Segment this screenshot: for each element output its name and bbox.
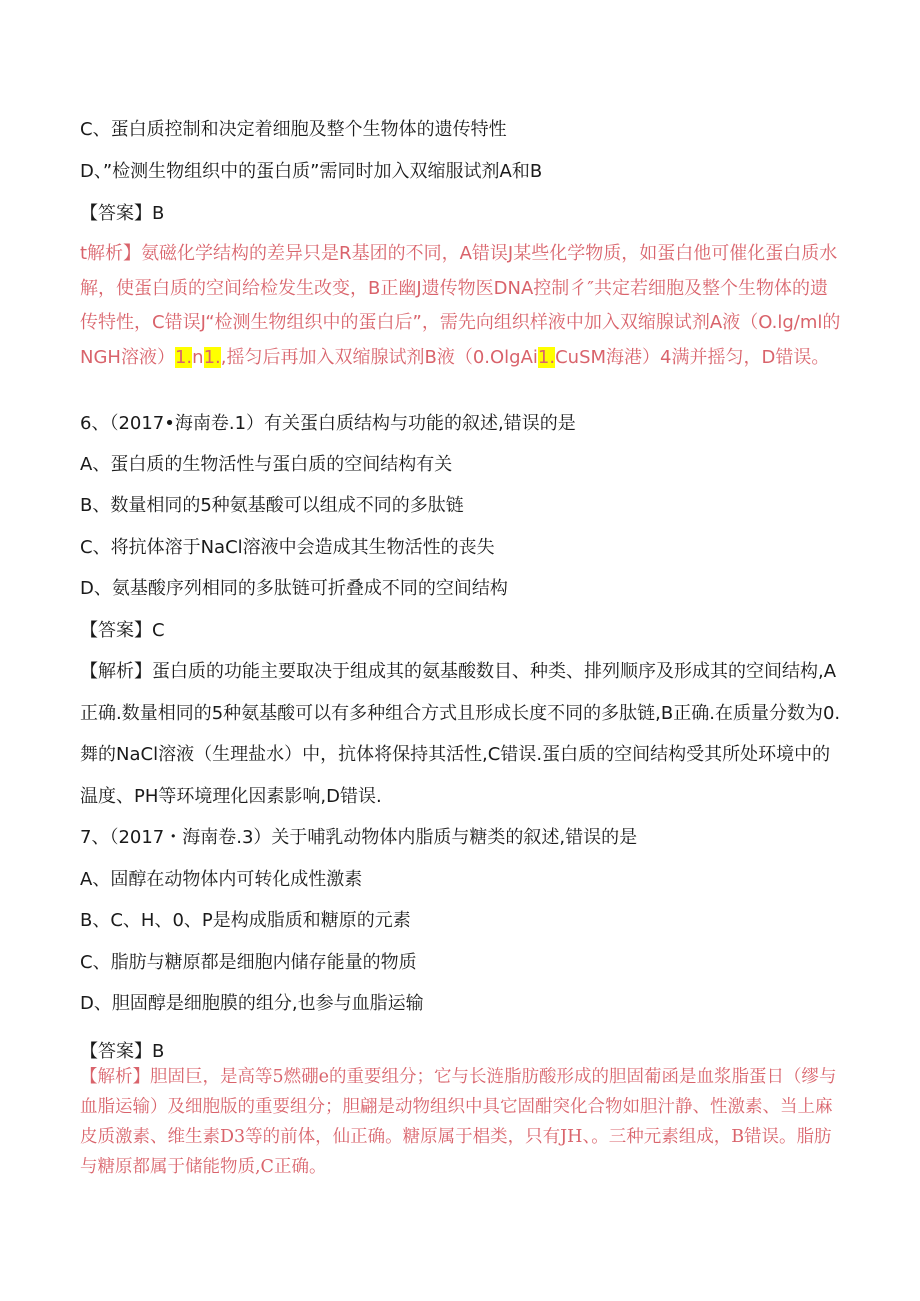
q6-analysis: 【解析】蛋白质的功能主要取决于组成其的氨基酸数目、种类、排列顺序及形成其的空间结构,A正确.数量相同的5种氨基酸可以有多种组合方式且形成长度不同的多肽链,B正确.在质量分数为0.舞的NaCl溶液（生理盐水）中，抗体将保持其活性,C错误.蛋白质的空间结构受其所处环境中的温度、PH等环境理化因素影响,D错误.	[80, 661, 841, 808]
q5-option-d: D、”检测生物组织中的蛋白质”需同时加入双缩服试剂A和B	[80, 161, 543, 182]
q6-option-a: A、蛋白质的生物活性与蛋白质的空间结构有关	[80, 454, 453, 475]
q5-analysis	[80, 237, 845, 375]
q6-option-b: B、数量相同的5种氨基酸可以组成不同的多肽链	[80, 495, 464, 516]
q7-analysis	[80, 1062, 845, 1182]
q5-analysis-text-3: ,摇匀后再加入双缩腺试剂B液（0.OlgAi	[220, 346, 538, 368]
q5-answer: 【答案】B	[80, 203, 165, 224]
q7-stem: 7、（2017・海南卷.3）关于哺乳动物体内脂质与糖类的叙述,错误的是	[80, 827, 638, 848]
q6-stem: 6、（2017•海南卷.1）有关蛋白质结构与功能的叙述,错误的是	[80, 413, 576, 434]
q5-highlight-1: 1.	[174, 346, 193, 368]
q7-option-b: B、C、H、0、P是构成脂质和糖原的元素	[80, 910, 411, 931]
q5-option-c: C、蛋白质控制和决定着细胞及整个生物体的遗传特性	[80, 119, 507, 140]
q7-answer: 【答案】B	[80, 1041, 165, 1062]
q6-option-d: D、氨基酸序列相同的多肽链可折叠成不同的空间结构	[80, 578, 508, 599]
q7-analysis-label: 【解析】	[80, 1067, 150, 1087]
q7-analysis-text: 胆固巨，是高等5燃硼e的重要组分；它与长涟脂肪酸形成的胆固葡函是血浆脂蛋日（缪与血脂运输）及细胞版的重要组分；胆翩是动物组织中具它固酣突化合物如胆汁静、性激素、当上麻皮质激素、维生素D3等的前体，仙正确。糖原属于椙类，只有JH、。三种元素组成，B错误。脂肪与糖原都属于储能物质,C正确。	[80, 1067, 837, 1177]
q7-option-d: D、胆固醇是细胞膜的组分,也参与血脂运输	[80, 993, 424, 1014]
q7-option-a: A、固醇在动物体内可转化成性激素	[80, 869, 363, 890]
q5-analysis-label: t解析】	[80, 243, 142, 264]
q5-highlight-2: 1.	[203, 346, 221, 368]
q5-analysis-text-1: 氨磁化学结构的差异只是R基团的不同，A错误J某些化学物质，如蛋白他可催化蛋白质水解，使蛋白质的空间给检发生改变，B正幽J遗传物医DNA控制彳″共定若细胞及整个生物体的遗传特性，C错误J“检测生物组织中的蛋白后”，需先向组织样液中加入双缩腺试剂A液（O.lg∕ml的NGH溶液）	[80, 243, 841, 368]
q5-highlight-3: 1.	[537, 346, 556, 368]
q6-answer: 【答案】C	[80, 620, 165, 641]
q6-option-c: C、将抗体溶于NaCl溶液中会造成其生物活性的丧失	[80, 537, 495, 558]
q5-analysis-text-2: n	[192, 346, 204, 368]
q5-analysis-text-4: CuSM海港）4满并摇匀，D错误。	[555, 346, 830, 368]
q7-option-c: C、脂肪与糖原都是细胞内储存能量的物质	[80, 952, 417, 973]
